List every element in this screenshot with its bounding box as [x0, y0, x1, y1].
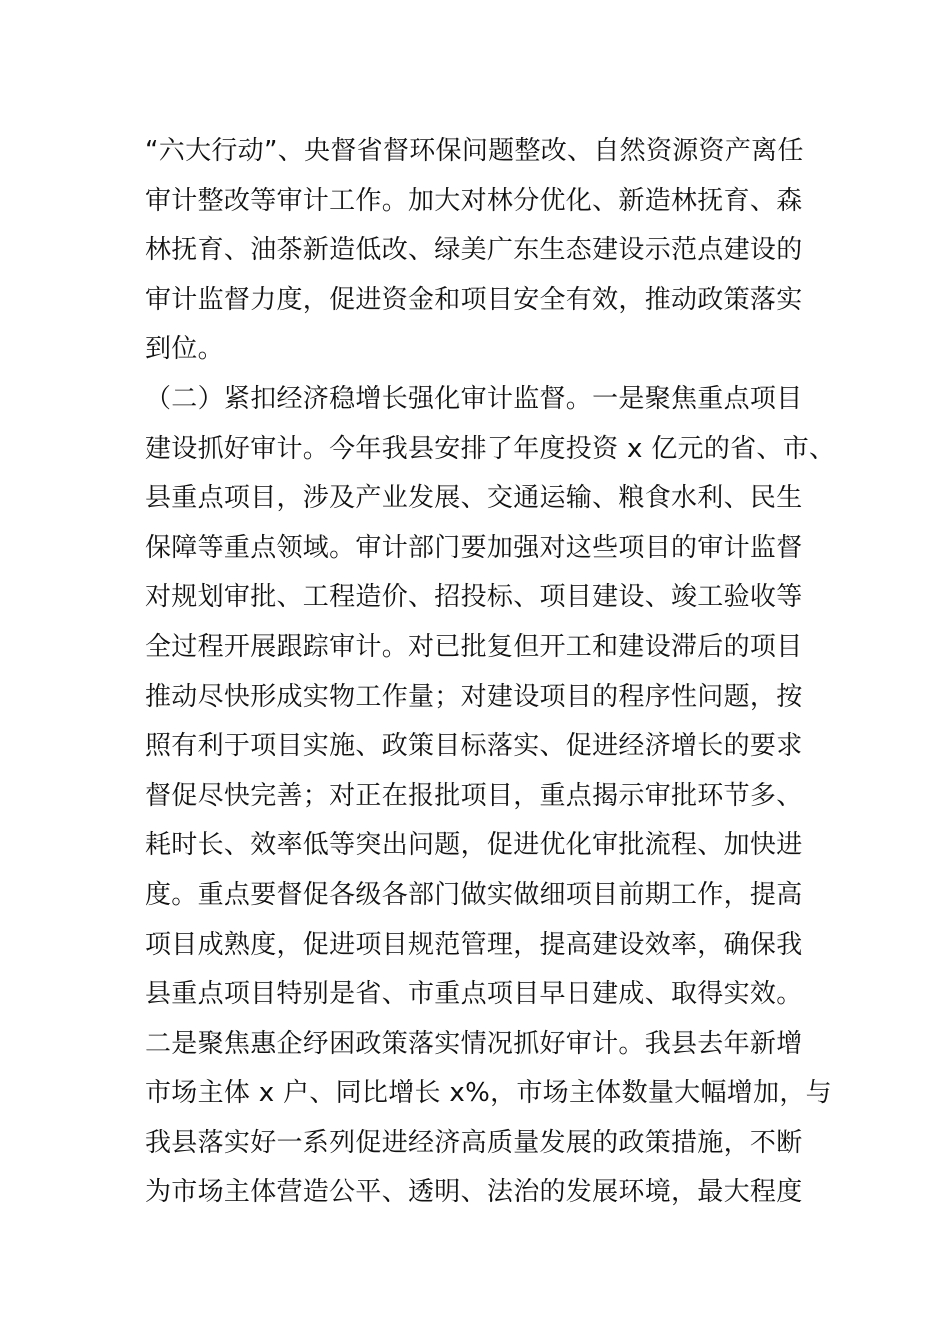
text-line: 到位。 [145, 334, 224, 365]
text-line: 县重点项目，涉及产业发展、交通运输、粮食水利、民生 [145, 483, 803, 514]
text-line: 为市场主体营造公平、透明、法治的发展环境，最大程度 [145, 1177, 803, 1208]
text-line: “六大行动”、央督省督环保问题整改、自然资源资产离任 [145, 136, 804, 166]
text-line: 度。重点要督促各级各部门做实做细项目前期工作，提高 [145, 879, 803, 910]
text-line: 市场主体 x 户、同比增长 x%，市场主体数量大幅增加，与 [145, 1078, 832, 1109]
text-line: 推动尽快形成实物工作量；对建设项目的程序性问题，按 [145, 681, 803, 712]
text-line: 林抚育、油茶新造低改、绿美广东生态建设示范点建设的 [145, 235, 803, 266]
text-line: 审计监督力度，促进资金和项目安全有效，推动政策落实 [145, 284, 803, 315]
text-line: 县重点项目特别是省、市重点项目早日建成、取得实效。 [145, 979, 803, 1010]
body-text [145, 127, 836, 1218]
text-line: 我县落实好一系列促进经济高质量发展的政策措施，不断 [145, 1127, 803, 1158]
text-line: 耗时长、效率低等突出问题，促进优化审批流程、加快进 [145, 830, 803, 861]
text-line: 全过程开展跟踪审计。对已批复但开工和建设滞后的项目 [145, 631, 803, 662]
text-line: 二是聚焦惠企纾困政策落实情况抓好审计。我县去年新增 [145, 1028, 803, 1059]
text-line: 保障等重点领域。审计部门要加强对这些项目的审计监督 [145, 532, 803, 563]
section-heading-line: （二）紧扣经济稳增长强化审计监督。一是聚焦重点项目 [145, 383, 803, 414]
text-line: 照有利于项目实施、政策目标落实、促进经济增长的要求 [145, 731, 803, 762]
text-line: 审计整改等审计工作。加大对林分优化、新造林抚育、森 [145, 185, 803, 216]
text-line: 对规划审批、工程造价、招投标、项目建设、竣工验收等 [145, 582, 803, 613]
text-line: 项目成熟度，促进项目规范管理，提高建设效率，确保我 [145, 929, 803, 960]
text-line: 建设抓好审计。今年我县安排了年度投资 x 亿元的省、市、 [145, 433, 836, 464]
text-line: 督促尽快完善；对正在报批项目，重点揭示审批环节多、 [145, 780, 803, 811]
